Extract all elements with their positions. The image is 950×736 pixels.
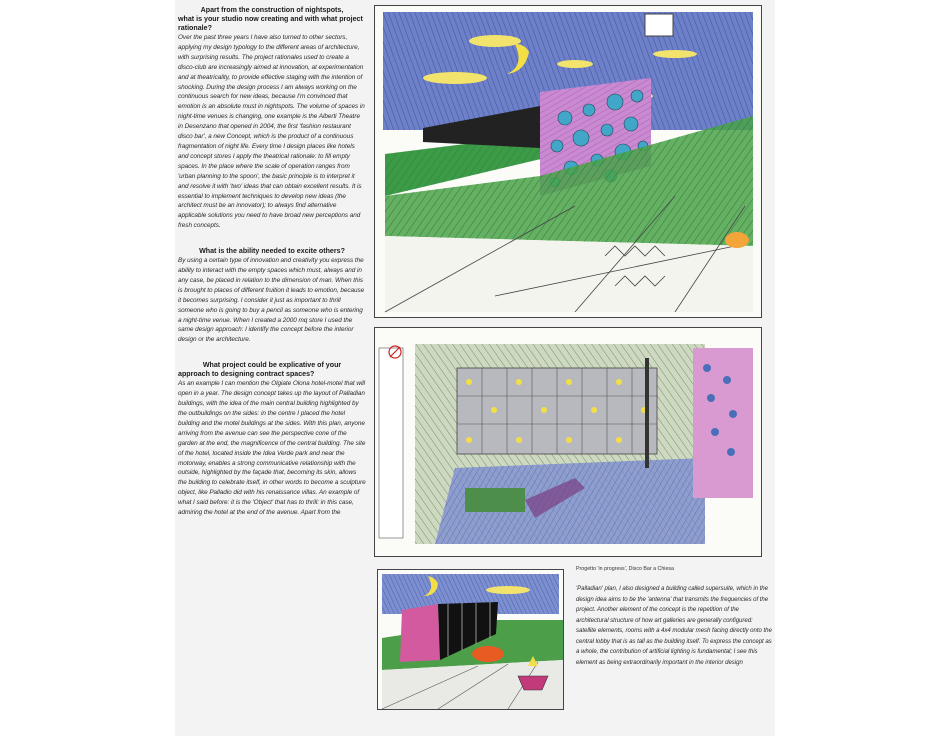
question-heading: What is the ability needed to excite others? <box>199 247 345 256</box>
sketch-perspective-building <box>374 5 762 318</box>
sketch-small-perspective <box>377 569 564 710</box>
continued-paragraph: 'Palladian' plan, I also designed a building called supersuite, which in the design idea aims to be the 'antenna' that transmits the frequencies of the project. Another element of the concept is the repetition of the architectural structure of how art galleries are generally configured: satellite elements, rooms with a 4x4 modular mesh facing directly onto the central lobby that is as tall as the building itself. To express the concept as a whole, the contribution of artificial lighting is fundamental; I see this element as being extraordinarily important in the interior design <box>576 585 772 666</box>
answer-paragraph: Over the past three years I have also turned to other sectors, applying my design typology to the different areas of architecture, with surprising results. The project rationales used to create a disco-club are increasingly aimed at innovation, at experimentation and at theatricality, to provide effective staging with the intention of shocking. During the design process I am always working on the continuous search for new ideas, because I'm convinced that emotion is an absolute must in nightspots. The volume of spaces in night-time venues is changing, one example is the Alberti Theatre in Desenzano that opened in 2004, the first 'fashion restaurant disco bar', a new Concept, which is the product of a continuous fragmentation of night life. Every time I design places like hotels and concept stores I apply the theatrical rationale: to fill empty spaces. In the place where the scale of operation ranges from 'urban planning to the spoon', the basic principle is to interpret it and resolve it with 'two' ideas that can obtain excellent results. It is essential to implement techniques to develop new ideas (the architect must be an innovator); to always find alternative applicable solutions you need to have broad new perceptions and fresh concepts. <box>178 34 365 230</box>
sketch-plan-view <box>374 327 762 557</box>
answer-paragraph: By using a certain type of innovation and creativity you express the ability to interact with the empty spaces which must, always and in any case, be placed in relation to the dimension of man. When this is brought to places of different fruition it leads to emotion, because it becomes surprising. I consider it just as important to thrill someone who is going to buy a pencil as someone who is entering a night-time venue. When I created a 2000 mq store I used the same design approach: I identify the concept before the interior design or the architecture. <box>178 257 365 344</box>
question-heading: Apart from the construction of nightspots, what is your studio now creating and with what project rationale? <box>178 6 363 32</box>
question-heading: What project could be explicative of your approach to designing contract spaces? <box>178 361 342 379</box>
left-text-column <box>178 6 366 534</box>
right-text-column <box>576 584 772 668</box>
image-caption: Progetto 'in progress', Disco Bar a Chiesa <box>576 566 675 572</box>
answer-paragraph: As an example I can mention the Olgiate Olona hotel-motel that will open in a year. The design concept takes up the layout of Palladian buildings, with the idea of the main central building highlighted by the outbuildings on the sides: in the centre I placed the hotel building and the motel buildings at the sides. With this plan, anyone arriving from the avenue can see the perspective cone of the garden at the end, the magnificence of the central building. The site of the hotel, located inside the Idea Verde park and near the motorway, enables a strong communicative relationship with the outside, highlighted by the façade that, becoming its skin, allows the building to celebrate itself, in other words to become a sculpture object, like Palladio did with his renaissance villas. An example of what I said before: it is the 'Object' that has to thrill: in this case, admiring the hotel at the end of the avenue. Apart from the <box>178 380 366 517</box>
